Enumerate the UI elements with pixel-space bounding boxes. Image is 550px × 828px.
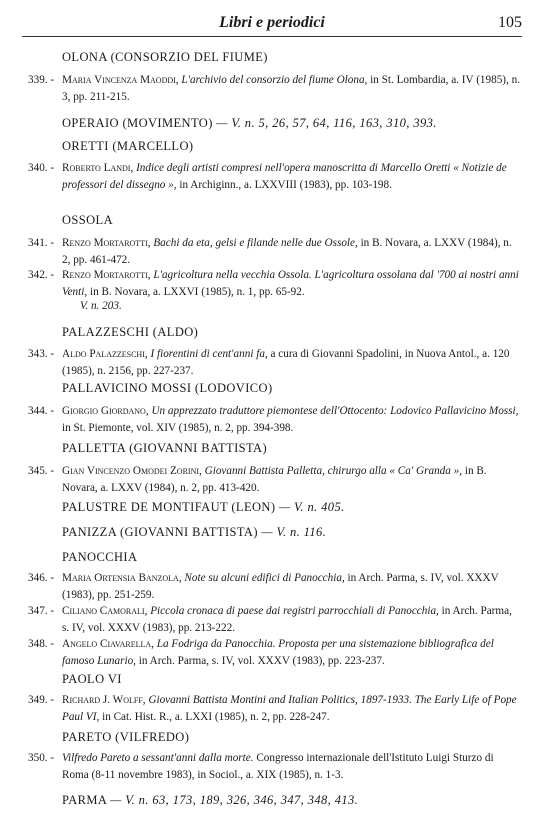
cross-reference: — V. n. 5, 26, 57, 64, 116, 163, 310, 393. [216, 116, 437, 130]
entry-number: 342. - [28, 269, 55, 281]
header-rule [22, 36, 522, 37]
entry-author: Maria Vincenza Maoddi, [62, 74, 179, 86]
entry-source: in Arch. Parma, s. IV, vol. XXXV (1983), pp. 213-222. [62, 605, 512, 634]
subject-heading: PALUSTRE DE MONTIFAUT (LEON) — V. n. 405. [62, 500, 345, 514]
cross-reference: — V. n. 63, 173, 189, 326, 346, 347, 348, 413. [110, 793, 359, 807]
entry-author: Maria Ortensia Banzola, [62, 572, 182, 584]
subject-heading: OPERAIO (MOVIMENTO) — V. n. 5, 26, 57, 64, 116, 163, 310, 393. [62, 116, 437, 130]
page-number: 105 [498, 14, 522, 31]
entry-number: 340. - [28, 162, 55, 174]
entry-author: Richard J. Wolff, [62, 694, 146, 706]
subject-heading: PARETO (VILFREDO) [62, 730, 190, 744]
entry-title: Note su alcuni edifici di Panocchia, [184, 572, 345, 584]
subject-heading: PANOCCHIA [62, 550, 138, 564]
bibliography-entry [28, 72, 520, 106]
bibliography-entry [28, 235, 520, 269]
entry-source: in Archiginn., a. LXXVIII (1983), pp. 103-198. [179, 179, 392, 191]
entry-source: in St. Lombardia, a. IV (1985), n. 3, pp. 211-215. [62, 74, 521, 103]
subject-heading: OSSOLA [62, 213, 114, 227]
running-title: Libri e periodici [219, 14, 325, 31]
subject-heading: PALLETTA (GIOVANNI BATTISTA) [62, 441, 268, 455]
cross-reference: V. n. 203. [80, 300, 122, 312]
bibliography-entry [28, 750, 520, 784]
bibliography-entry [28, 570, 520, 604]
cross-reference: — V. n. 116. [261, 525, 327, 539]
entry-source: in B. Novara, a. LXXV (1984), n. 2, pp. 413-420. [62, 465, 487, 494]
entry-author: Aldo Palazzeschi, [62, 348, 148, 360]
entry-number: 348. - [28, 638, 55, 650]
entry-title: Giovanni Battista Montini and Italian Politics, 1897-1933. The Early Life of Pope Paul VI, [62, 694, 517, 723]
entry-title: L'agricoltura nella vecchia Ossola. L'agricoltura ossolana dal '700 ai nostri anni Venti, [62, 269, 519, 298]
entry-title: L'archivio del consorzio del fiume Olona, [181, 74, 368, 86]
bibliography-entry [28, 346, 520, 380]
entry-author: Angelo Ciavarella, [62, 638, 154, 650]
entry-author: Gian Vincenzo Omodei Zorini, [62, 465, 202, 477]
entry-number: 345. - [28, 465, 55, 477]
entry-author: Ciliano Camorali, [62, 605, 148, 617]
entry-number: 347. - [28, 605, 55, 617]
bibliography-entry [28, 267, 520, 301]
page-header [22, 12, 522, 34]
entry-source: in Arch. Parma, s. IV, vol. XXXV (1983), pp. 223-237. [138, 655, 385, 667]
bibliography-entry [28, 463, 520, 497]
entry-source: in St. Piemonte, vol. XIV (1985), n. 2, pp. 394-398. [62, 422, 294, 434]
entry-title: Giovanni Battista Palletta, chirurgo alla « Ca' Granda », [204, 465, 463, 477]
entry-title: I fiorentini di cent'anni fa, [150, 348, 268, 360]
subject-heading: PALAZZESCHI (ALDO) [62, 325, 199, 339]
bibliography-entry [28, 160, 520, 194]
entry-title: La Fodriga da Panocchia. Proposta per una sistemazione bibliografica del famoso Lunario, [62, 638, 494, 667]
entry-title: Bachi da eta, gelsi e filande nelle due Ossole, [153, 237, 358, 249]
entry-source: Congresso internazionale dell'Istituto Luigi Sturzo di Roma (8-11 novembre 1983), in Sociol., a. XIX (1985), n. 1-3. [62, 752, 494, 781]
entry-author: Giorgio Giordano, [62, 405, 149, 417]
subject-heading: PAOLO VI [62, 672, 122, 686]
bibliography-entry [28, 403, 520, 437]
subject-heading: PARMA — V. n. 63, 173, 189, 326, 346, 347, 348, 413. [62, 793, 359, 807]
subject-heading: PALLAVICINO MOSSI (LODOVICO) [62, 381, 273, 395]
entry-author: Renzo Mortarotti, [62, 269, 151, 281]
entry-number: 343. - [28, 348, 55, 360]
entry-author: Renzo Mortarotti, [62, 237, 151, 249]
entry-title: Vilfredo Pareto a sessant'anni dalla morte. [62, 752, 254, 764]
entry-source: a cura di Giovanni Spadolini, in Nuova Antol., a. 120 (1985), n. 2156, pp. 227-237. [62, 348, 510, 377]
subject-heading: ORETTI (MARCELLO) [62, 139, 194, 153]
entry-source: in B. Novara, a. LXXVI (1985), n. 1, pp. 65-92. [89, 286, 305, 298]
entry-title: Indice degli artisti compresi nell'opera manoscritta di Marcello Oretti « Notizie de professori del dissegno », [62, 162, 507, 191]
entry-number: 350. - [28, 752, 55, 764]
entry-number: 349. - [28, 694, 55, 706]
entry-number: 339. - [28, 74, 55, 86]
entry-source: in Cat. Hist. R., a. LXXI (1985), n. 2, pp. 228-247. [102, 711, 330, 723]
entry-title: Un apprezzato traduttore piemontese dell'Ottocento: Lodovico Pallavicino Mossi, [151, 405, 519, 417]
bibliography-entry [28, 692, 520, 726]
subject-heading: OLONA (CONSORZIO DEL FIUME) [62, 50, 268, 64]
bibliography-entry [28, 636, 520, 670]
entry-title: Piccola cronaca di paese dai registri parrocchiali di Panocchia, [150, 605, 439, 617]
entry-author: Roberto Landi, [62, 162, 134, 174]
entry-source: in B. Novara, a. LXXV (1984), n. 2, pp. 461-472. [62, 237, 512, 266]
entry-number: 344. - [28, 405, 55, 417]
entry-source: in Arch. Parma, s. IV, vol. XXXV (1983), pp. 251-259. [62, 572, 499, 601]
subject-heading: PANIZZA (GIOVANNI BATTISTA) — V. n. 116. [62, 525, 327, 539]
entry-number: 341. - [28, 237, 55, 249]
bibliography-entry [28, 603, 520, 637]
entry-number: 346. - [28, 572, 55, 584]
cross-reference: — V. n. 405. [278, 500, 345, 514]
